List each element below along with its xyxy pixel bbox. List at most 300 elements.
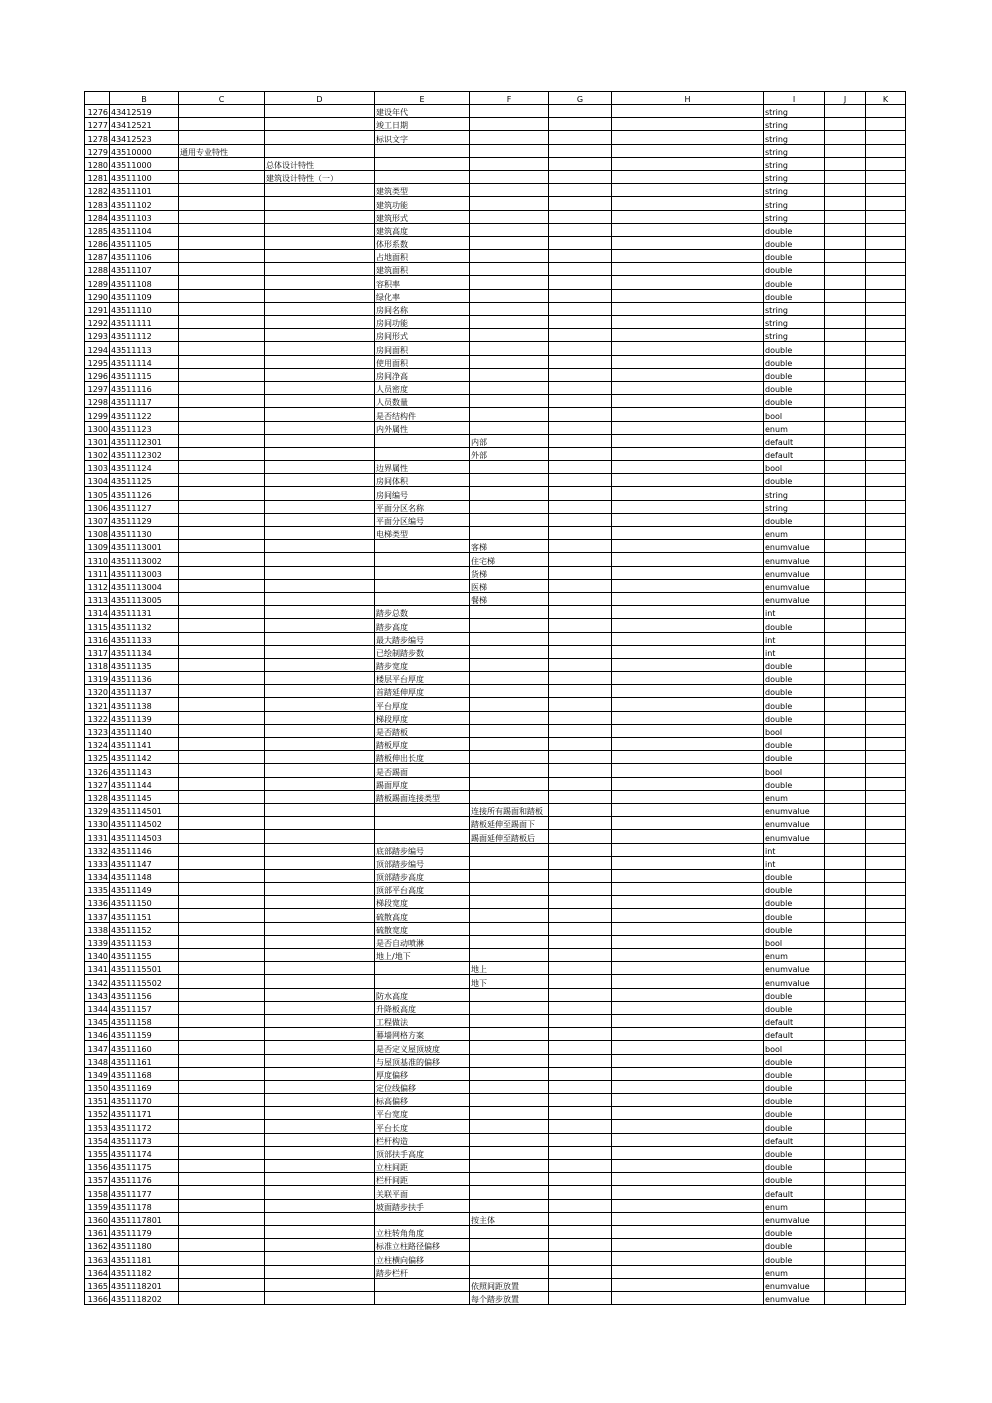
cell-h[interactable] [612, 263, 764, 276]
cell-d[interactable] [265, 461, 375, 474]
cell-k[interactable] [866, 632, 906, 645]
cell-d[interactable] [265, 447, 375, 460]
cell-c[interactable] [179, 803, 265, 816]
cell-e[interactable]: 踏板伸出长度 [375, 751, 470, 764]
cell-j[interactable] [825, 513, 866, 526]
cell-e[interactable]: 梯段厚度 [375, 711, 470, 724]
cell-k[interactable] [866, 869, 906, 882]
cell-d[interactable] [265, 606, 375, 619]
cell-d[interactable] [265, 672, 375, 685]
cell-i[interactable]: int [764, 632, 825, 645]
cell-g[interactable] [549, 316, 612, 329]
cell-g[interactable] [549, 922, 612, 935]
cell-b[interactable]: 43511161 [110, 1054, 179, 1067]
cell-j[interactable] [825, 197, 866, 210]
row-number[interactable]: 1332 [85, 843, 110, 856]
cell-f[interactable] [470, 461, 549, 474]
cell-j[interactable] [825, 250, 866, 263]
cell-h[interactable] [612, 1028, 764, 1041]
cell-e[interactable]: 标识文字 [375, 131, 470, 144]
cell-j[interactable] [825, 316, 866, 329]
cell-k[interactable] [866, 223, 906, 236]
row-number[interactable]: 1320 [85, 685, 110, 698]
cell-f[interactable] [470, 606, 549, 619]
cell-g[interactable] [549, 949, 612, 962]
cell-d[interactable] [265, 474, 375, 487]
cell-f[interactable]: 餐梯 [470, 592, 549, 605]
cell-g[interactable] [549, 434, 612, 447]
cell-h[interactable] [612, 645, 764, 658]
cell-h[interactable] [612, 843, 764, 856]
cell-h[interactable] [612, 1173, 764, 1186]
cell-d[interactable] [265, 1199, 375, 1212]
cell-b[interactable]: 43511126 [110, 487, 179, 500]
cell-g[interactable] [549, 685, 612, 698]
cell-i[interactable]: double [764, 236, 825, 249]
cell-f[interactable] [470, 368, 549, 381]
cell-f[interactable] [470, 790, 549, 803]
row-number[interactable]: 1339 [85, 935, 110, 948]
cell-f[interactable]: 地下 [470, 975, 549, 988]
cell-d[interactable] [265, 645, 375, 658]
cell-d[interactable] [265, 1291, 375, 1304]
cell-b[interactable]: 43511000 [110, 157, 179, 170]
cell-j[interactable] [825, 751, 866, 764]
cell-e[interactable]: 占地面积 [375, 250, 470, 263]
cell-k[interactable] [866, 988, 906, 1001]
cell-k[interactable] [866, 302, 906, 315]
cell-f[interactable] [470, 777, 549, 790]
cell-e[interactable]: 防水高度 [375, 988, 470, 1001]
cell-j[interactable] [825, 685, 866, 698]
cell-h[interactable] [612, 1133, 764, 1146]
cell-k[interactable] [866, 236, 906, 249]
row-number[interactable]: 1276 [85, 105, 110, 118]
cell-i[interactable]: double [764, 1146, 825, 1159]
row-number[interactable]: 1366 [85, 1291, 110, 1304]
cell-b[interactable]: 43511134 [110, 645, 179, 658]
cell-c[interactable] [179, 1094, 265, 1107]
cell-c[interactable] [179, 1225, 265, 1238]
row-number[interactable]: 1326 [85, 764, 110, 777]
row-number[interactable]: 1319 [85, 672, 110, 685]
cell-b[interactable]: 43511111 [110, 316, 179, 329]
cell-e[interactable]: 厚度偏移 [375, 1067, 470, 1080]
cell-g[interactable] [549, 777, 612, 790]
cell-h[interactable] [612, 1094, 764, 1107]
row-number[interactable]: 1356 [85, 1160, 110, 1173]
cell-f[interactable] [470, 184, 549, 197]
cell-c[interactable] [179, 1212, 265, 1225]
cell-j[interactable] [825, 909, 866, 922]
cell-b[interactable]: 43511145 [110, 790, 179, 803]
row-number[interactable]: 1315 [85, 619, 110, 632]
cell-b[interactable]: 43511178 [110, 1199, 179, 1212]
cell-d[interactable] [265, 513, 375, 526]
cell-b[interactable]: 43511116 [110, 381, 179, 394]
cell-i[interactable]: double [764, 658, 825, 671]
cell-c[interactable] [179, 909, 265, 922]
cell-k[interactable] [866, 1212, 906, 1225]
cell-i[interactable]: double [764, 223, 825, 236]
cell-b[interactable]: 4351115502 [110, 975, 179, 988]
cell-e[interactable]: 人员数量 [375, 395, 470, 408]
cell-k[interactable] [866, 513, 906, 526]
cell-j[interactable] [825, 118, 866, 131]
cell-c[interactable] [179, 474, 265, 487]
cell-c[interactable] [179, 289, 265, 302]
cell-i[interactable]: enum [764, 421, 825, 434]
cell-j[interactable] [825, 579, 866, 592]
cell-e[interactable] [375, 830, 470, 843]
cell-j[interactable] [825, 1041, 866, 1054]
cell-d[interactable] [265, 553, 375, 566]
cell-e[interactable] [375, 553, 470, 566]
cell-i[interactable]: enum [764, 1265, 825, 1278]
cell-i[interactable]: string [764, 500, 825, 513]
cell-h[interactable] [612, 105, 764, 118]
cell-i[interactable]: double [764, 988, 825, 1001]
cell-d[interactable] [265, 144, 375, 157]
cell-c[interactable] [179, 1067, 265, 1080]
cell-k[interactable] [866, 975, 906, 988]
row-number[interactable]: 1351 [85, 1094, 110, 1107]
cell-k[interactable] [866, 1107, 906, 1120]
cell-f[interactable] [470, 513, 549, 526]
cell-e[interactable]: 是否踢面 [375, 764, 470, 777]
cell-g[interactable] [549, 395, 612, 408]
cell-c[interactable] [179, 395, 265, 408]
cell-j[interactable] [825, 236, 866, 249]
cell-e[interactable] [375, 540, 470, 553]
cell-i[interactable]: string [764, 316, 825, 329]
cell-k[interactable] [866, 250, 906, 263]
cell-h[interactable] [612, 223, 764, 236]
cell-k[interactable] [866, 500, 906, 513]
cell-h[interactable] [612, 579, 764, 592]
cell-j[interactable] [825, 223, 866, 236]
cell-g[interactable] [549, 408, 612, 421]
cell-d[interactable] [265, 236, 375, 249]
cell-h[interactable] [612, 474, 764, 487]
cell-e[interactable]: 踏步宽度 [375, 658, 470, 671]
cell-d[interactable] [265, 896, 375, 909]
cell-f[interactable] [470, 355, 549, 368]
cell-d[interactable] [265, 355, 375, 368]
cell-j[interactable] [825, 184, 866, 197]
cell-e[interactable] [375, 157, 470, 170]
cell-g[interactable] [549, 289, 612, 302]
cell-k[interactable] [866, 764, 906, 777]
row-number[interactable]: 1295 [85, 355, 110, 368]
row-number[interactable]: 1290 [85, 289, 110, 302]
cell-e[interactable]: 栏杆构造 [375, 1133, 470, 1146]
cell-c[interactable] [179, 527, 265, 540]
row-number[interactable]: 1277 [85, 118, 110, 131]
cell-b[interactable]: 43511148 [110, 869, 179, 882]
cell-g[interactable] [549, 1225, 612, 1238]
cell-j[interactable] [825, 553, 866, 566]
cell-h[interactable] [612, 540, 764, 553]
cell-i[interactable]: double [764, 395, 825, 408]
cell-g[interactable] [549, 1160, 612, 1173]
cell-d[interactable]: 建筑设计特性（一） [265, 170, 375, 183]
cell-b[interactable]: 43511101 [110, 184, 179, 197]
cell-i[interactable]: double [764, 368, 825, 381]
cell-i[interactable]: bool [764, 461, 825, 474]
row-number[interactable]: 1316 [85, 632, 110, 645]
cell-k[interactable] [866, 658, 906, 671]
cell-e[interactable]: 硫散宽度 [375, 922, 470, 935]
cell-e[interactable]: 立柱横向偏移 [375, 1252, 470, 1265]
cell-c[interactable] [179, 421, 265, 434]
cell-h[interactable] [612, 698, 764, 711]
row-number[interactable]: 1333 [85, 856, 110, 869]
cell-c[interactable] [179, 579, 265, 592]
cell-i[interactable]: enumvalue [764, 1278, 825, 1291]
cell-e[interactable]: 首踏延伸厚度 [375, 685, 470, 698]
cell-h[interactable] [612, 949, 764, 962]
cell-h[interactable] [612, 817, 764, 830]
cell-b[interactable]: 43511107 [110, 263, 179, 276]
cell-d[interactable] [265, 342, 375, 355]
cell-f[interactable] [470, 935, 549, 948]
cell-c[interactable] [179, 223, 265, 236]
cell-c[interactable] [179, 170, 265, 183]
cell-f[interactable] [470, 381, 549, 394]
cell-b[interactable]: 43511160 [110, 1041, 179, 1054]
cell-e[interactable]: 平台厚度 [375, 698, 470, 711]
cell-c[interactable] [179, 764, 265, 777]
cell-g[interactable] [549, 1080, 612, 1093]
cell-g[interactable] [549, 1239, 612, 1252]
cell-b[interactable]: 43511144 [110, 777, 179, 790]
cell-i[interactable]: double [764, 250, 825, 263]
cell-j[interactable] [825, 157, 866, 170]
cell-e[interactable]: 房间编号 [375, 487, 470, 500]
cell-b[interactable]: 43511132 [110, 619, 179, 632]
cell-i[interactable]: double [764, 619, 825, 632]
cell-k[interactable] [866, 316, 906, 329]
cell-j[interactable] [825, 672, 866, 685]
cell-j[interactable] [825, 1239, 866, 1252]
cell-d[interactable] [265, 118, 375, 131]
cell-h[interactable] [612, 197, 764, 210]
cell-h[interactable] [612, 1278, 764, 1291]
cell-e[interactable]: 标高偏移 [375, 1094, 470, 1107]
cell-k[interactable] [866, 579, 906, 592]
cell-f[interactable] [470, 144, 549, 157]
cell-h[interactable] [612, 632, 764, 645]
cell-e[interactable]: 踏板踢面连接类型 [375, 790, 470, 803]
cell-g[interactable] [549, 883, 612, 896]
row-number[interactable]: 1313 [85, 592, 110, 605]
cell-i[interactable]: string [764, 302, 825, 315]
cell-g[interactable] [549, 342, 612, 355]
cell-e[interactable]: 是否自动喷淋 [375, 935, 470, 948]
cell-i[interactable]: int [764, 606, 825, 619]
cell-g[interactable] [549, 1107, 612, 1120]
cell-d[interactable] [265, 421, 375, 434]
cell-b[interactable]: 43511129 [110, 513, 179, 526]
cell-c[interactable] [179, 1028, 265, 1041]
row-number[interactable]: 1348 [85, 1054, 110, 1067]
cell-i[interactable]: double [764, 672, 825, 685]
cell-g[interactable] [549, 790, 612, 803]
cell-g[interactable] [549, 461, 612, 474]
cell-f[interactable]: 踏板延伸至踢面下 [470, 817, 549, 830]
cell-h[interactable] [612, 672, 764, 685]
cell-g[interactable] [549, 672, 612, 685]
cell-e[interactable]: 底部踏步编号 [375, 843, 470, 856]
cell-f[interactable]: 依照间距放置 [470, 1278, 549, 1291]
cell-b[interactable]: 43511171 [110, 1107, 179, 1120]
cell-e[interactable]: 是否定义屋顶坡度 [375, 1041, 470, 1054]
cell-f[interactable] [470, 210, 549, 223]
cell-b[interactable]: 43511117 [110, 395, 179, 408]
cell-c[interactable] [179, 632, 265, 645]
cell-d[interactable] [265, 1001, 375, 1014]
cell-k[interactable] [866, 843, 906, 856]
cell-e[interactable]: 建筑面积 [375, 263, 470, 276]
cell-b[interactable]: 4351113001 [110, 540, 179, 553]
cell-b[interactable]: 43511110 [110, 302, 179, 315]
cell-d[interactable] [265, 540, 375, 553]
cell-e[interactable]: 顶部扶手高度 [375, 1146, 470, 1159]
cell-d[interactable] [265, 843, 375, 856]
cell-d[interactable] [265, 738, 375, 751]
cell-f[interactable] [470, 1001, 549, 1014]
cell-b[interactable]: 4351114502 [110, 817, 179, 830]
cell-j[interactable] [825, 1225, 866, 1238]
cell-f[interactable] [470, 197, 549, 210]
cell-h[interactable] [612, 975, 764, 988]
cell-b[interactable]: 43511135 [110, 658, 179, 671]
cell-g[interactable] [549, 487, 612, 500]
cell-i[interactable]: string [764, 157, 825, 170]
cell-c[interactable] [179, 355, 265, 368]
cell-d[interactable] [265, 329, 375, 342]
row-number[interactable]: 1362 [85, 1239, 110, 1252]
cell-d[interactable] [265, 1239, 375, 1252]
cell-f[interactable]: 货梯 [470, 566, 549, 579]
cell-e[interactable]: 坡面踏步扶手 [375, 1199, 470, 1212]
cell-j[interactable] [825, 1067, 866, 1080]
cell-e[interactable]: 是否结构件 [375, 408, 470, 421]
cell-c[interactable] [179, 856, 265, 869]
cell-b[interactable]: 43511127 [110, 500, 179, 513]
cell-h[interactable] [612, 329, 764, 342]
cell-f[interactable] [470, 1186, 549, 1199]
row-number[interactable]: 1312 [85, 579, 110, 592]
cell-k[interactable] [866, 935, 906, 948]
cell-e[interactable]: 工程做法 [375, 1014, 470, 1027]
cell-c[interactable] [179, 658, 265, 671]
cell-h[interactable] [612, 606, 764, 619]
cell-c[interactable] [179, 592, 265, 605]
cell-i[interactable]: double [764, 883, 825, 896]
cell-h[interactable] [612, 170, 764, 183]
cell-k[interactable] [866, 1094, 906, 1107]
row-number[interactable]: 1321 [85, 698, 110, 711]
cell-f[interactable] [470, 685, 549, 698]
cell-f[interactable] [470, 342, 549, 355]
cell-h[interactable] [612, 250, 764, 263]
cell-c[interactable] [179, 1107, 265, 1120]
cell-k[interactable] [866, 751, 906, 764]
cell-c[interactable] [179, 685, 265, 698]
cell-j[interactable] [825, 210, 866, 223]
cell-g[interactable] [549, 197, 612, 210]
cell-k[interactable] [866, 329, 906, 342]
cell-j[interactable] [825, 1252, 866, 1265]
cell-i[interactable]: default [764, 1186, 825, 1199]
cell-c[interactable] [179, 553, 265, 566]
cell-h[interactable] [612, 513, 764, 526]
cell-f[interactable] [470, 276, 549, 289]
cell-g[interactable] [549, 817, 612, 830]
cell-i[interactable]: double [764, 513, 825, 526]
row-number[interactable]: 1309 [85, 540, 110, 553]
cell-b[interactable]: 4351118201 [110, 1278, 179, 1291]
cell-c[interactable] [179, 131, 265, 144]
cell-d[interactable] [265, 1278, 375, 1291]
cell-e[interactable] [375, 803, 470, 816]
cell-k[interactable] [866, 210, 906, 223]
cell-g[interactable] [549, 1028, 612, 1041]
cell-h[interactable] [612, 342, 764, 355]
cell-e[interactable]: 房间形式 [375, 329, 470, 342]
cell-h[interactable] [612, 316, 764, 329]
cell-h[interactable] [612, 1067, 764, 1080]
cell-b[interactable]: 43511147 [110, 856, 179, 869]
row-number[interactable]: 1298 [85, 395, 110, 408]
cell-b[interactable]: 43511181 [110, 1252, 179, 1265]
cell-k[interactable] [866, 1173, 906, 1186]
cell-g[interactable] [549, 658, 612, 671]
cell-g[interactable] [549, 711, 612, 724]
cell-c[interactable] [179, 1278, 265, 1291]
cell-j[interactable] [825, 1094, 866, 1107]
column-header-i[interactable]: I [764, 92, 825, 105]
cell-c[interactable] [179, 1252, 265, 1265]
cell-b[interactable]: 43511177 [110, 1186, 179, 1199]
cell-g[interactable] [549, 1054, 612, 1067]
cell-j[interactable] [825, 329, 866, 342]
cell-d[interactable] [265, 1054, 375, 1067]
cell-e[interactable]: 边界属性 [375, 461, 470, 474]
cell-e[interactable] [375, 1278, 470, 1291]
row-number[interactable]: 1360 [85, 1212, 110, 1225]
cell-f[interactable]: 地上 [470, 962, 549, 975]
row-number[interactable]: 1345 [85, 1014, 110, 1027]
cell-j[interactable] [825, 1186, 866, 1199]
cell-j[interactable] [825, 447, 866, 460]
cell-e[interactable] [375, 566, 470, 579]
cell-h[interactable] [612, 302, 764, 315]
row-number[interactable]: 1334 [85, 869, 110, 882]
cell-c[interactable] [179, 105, 265, 118]
cell-e[interactable]: 建筑形式 [375, 210, 470, 223]
cell-f[interactable] [470, 1014, 549, 1027]
cell-g[interactable] [549, 527, 612, 540]
cell-h[interactable] [612, 276, 764, 289]
cell-h[interactable] [612, 935, 764, 948]
cell-j[interactable] [825, 764, 866, 777]
cell-f[interactable]: 住宅梯 [470, 553, 549, 566]
cell-e[interactable] [375, 170, 470, 183]
cell-g[interactable] [549, 896, 612, 909]
